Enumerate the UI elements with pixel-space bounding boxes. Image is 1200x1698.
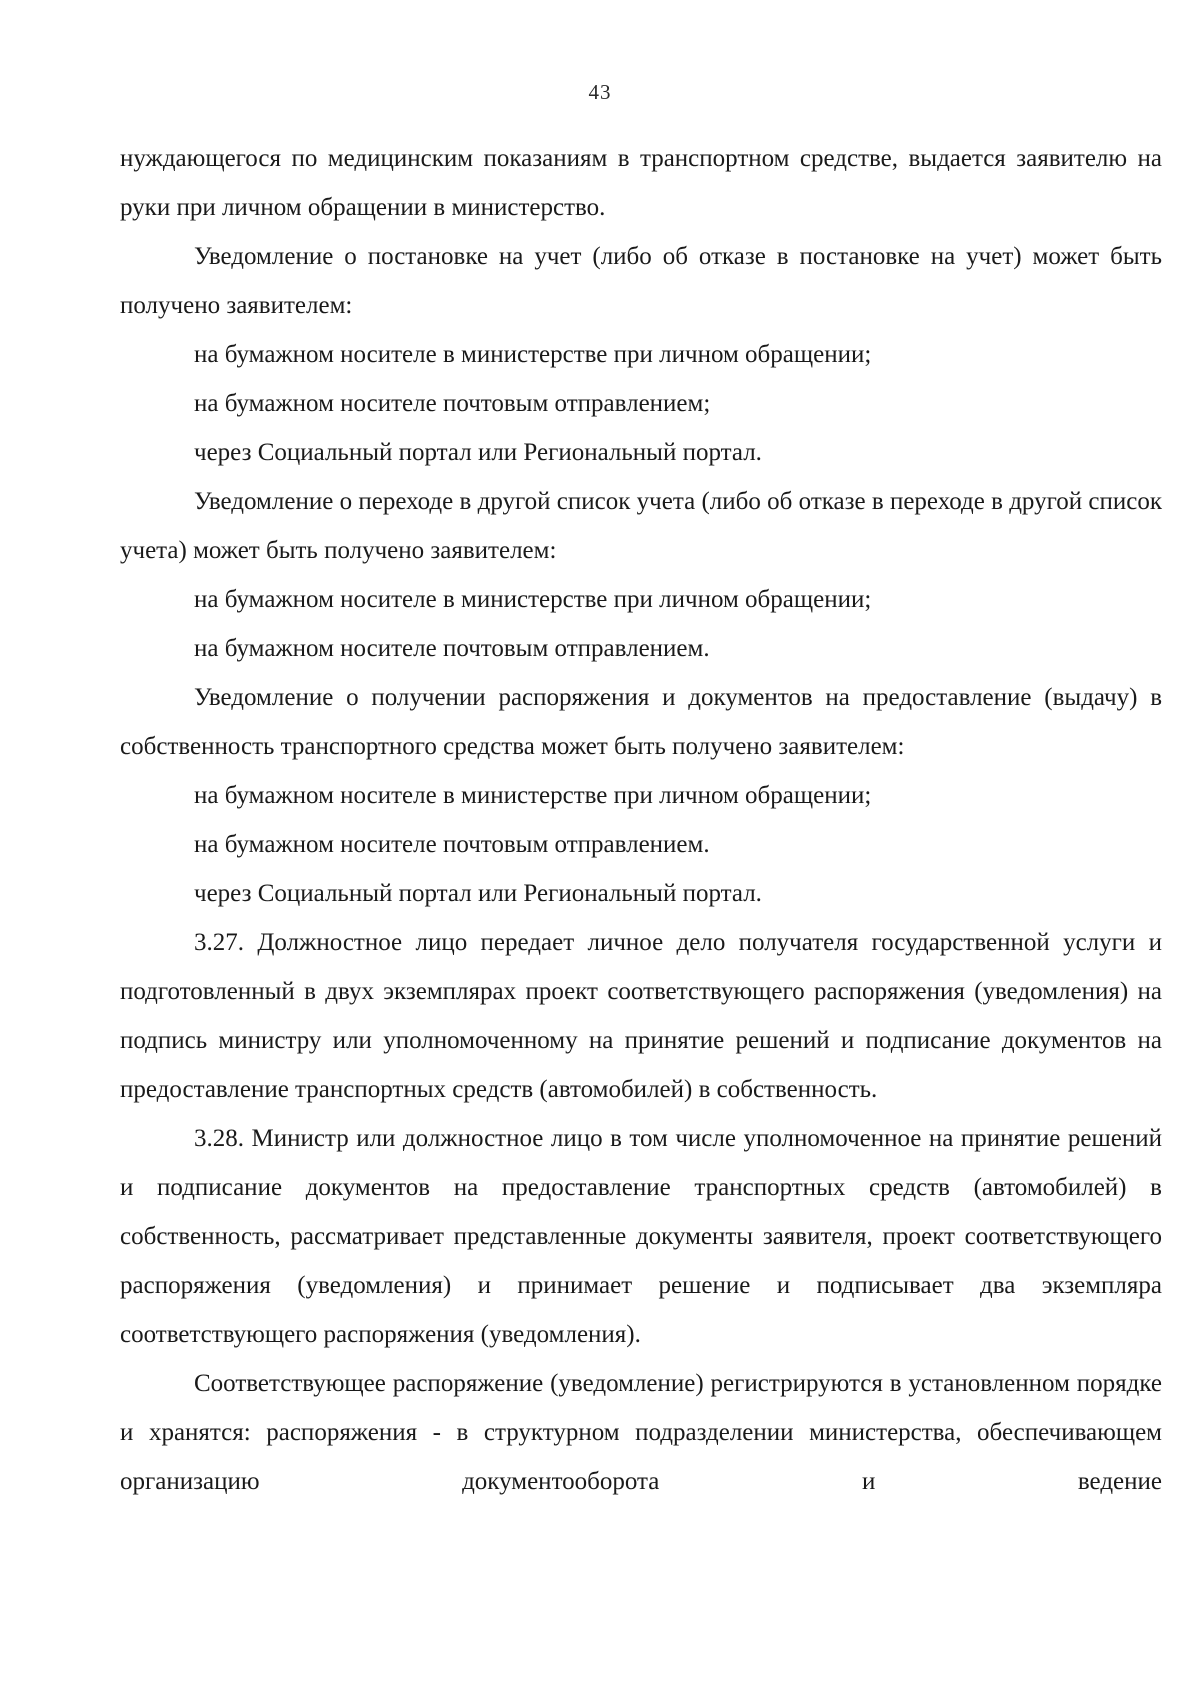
list-item: на бумажном носителе почтовым отправлением. — [194, 831, 710, 858]
paragraph-9: Уведомление о получении распоряжения и документов на предоставление (выдачу) в собственность транспортного средства может быть получено заявителем: — [120, 684, 1162, 760]
list-item: на бумажном носителе в министерстве при личном обращении; — [194, 586, 872, 613]
paragraph-1: нуждающегося по медицинским показаниям в транспортном средстве, выдается заявителю на руки при личном обращении в министерство. — [120, 145, 1162, 221]
section-3-28: 3.28. Министр или должностное лицо в том числе уполномоченное на принятие решений и подписание документов на предоставление транспортных средств (автомобилей) в собственность, рассматривает представленные документы заявителя, проект соответствующего распоряжения (уведомления) и принимает решение и подписывает два экземпляра соответствующего распоряжения (уведомления). — [120, 1125, 1162, 1348]
list-item: на бумажном носителе в министерстве при личном обращении; — [194, 782, 872, 809]
paragraph-2: Уведомление о постановке на учет (либо об отказе в постановке на учет) может быть получено заявителем: — [120, 243, 1162, 319]
list-item: через Социальный портал или Региональный портал. — [194, 439, 762, 466]
list-item: на бумажном носителе почтовым отправлением; — [194, 390, 711, 417]
paragraph-6: Уведомление о переходе в другой список учета (либо об отказе в переходе в другой список учета) может быть получено заявителем: — [120, 488, 1162, 564]
document-body — [120, 134, 1162, 1506]
list-item: на бумажном носителе почтовым отправлением. — [194, 635, 710, 662]
paragraph-registration: Соответствующее распоряжение (уведомление) регистрируются в установленном порядке и хранятся: распоряжения - в структурном подразделении министерства, обеспечивающем организацию документооборота и ведение — [120, 1370, 1162, 1495]
page-number: 43 — [588, 80, 612, 104]
section-3-27: 3.27. Должностное лицо передает личное дело получателя государственной услуги и подготовленный в двух экземплярах проект соответствующего распоряжения (уведомления) на подпись министру или уполномоченному на принятие решений и подписание документов на предоставление транспортных средств (автомобилей) в собственность. — [120, 929, 1162, 1103]
list-item: через Социальный портал или Региональный портал. — [194, 880, 762, 907]
list-item: на бумажном носителе в министерстве при личном обращении; — [194, 341, 872, 368]
